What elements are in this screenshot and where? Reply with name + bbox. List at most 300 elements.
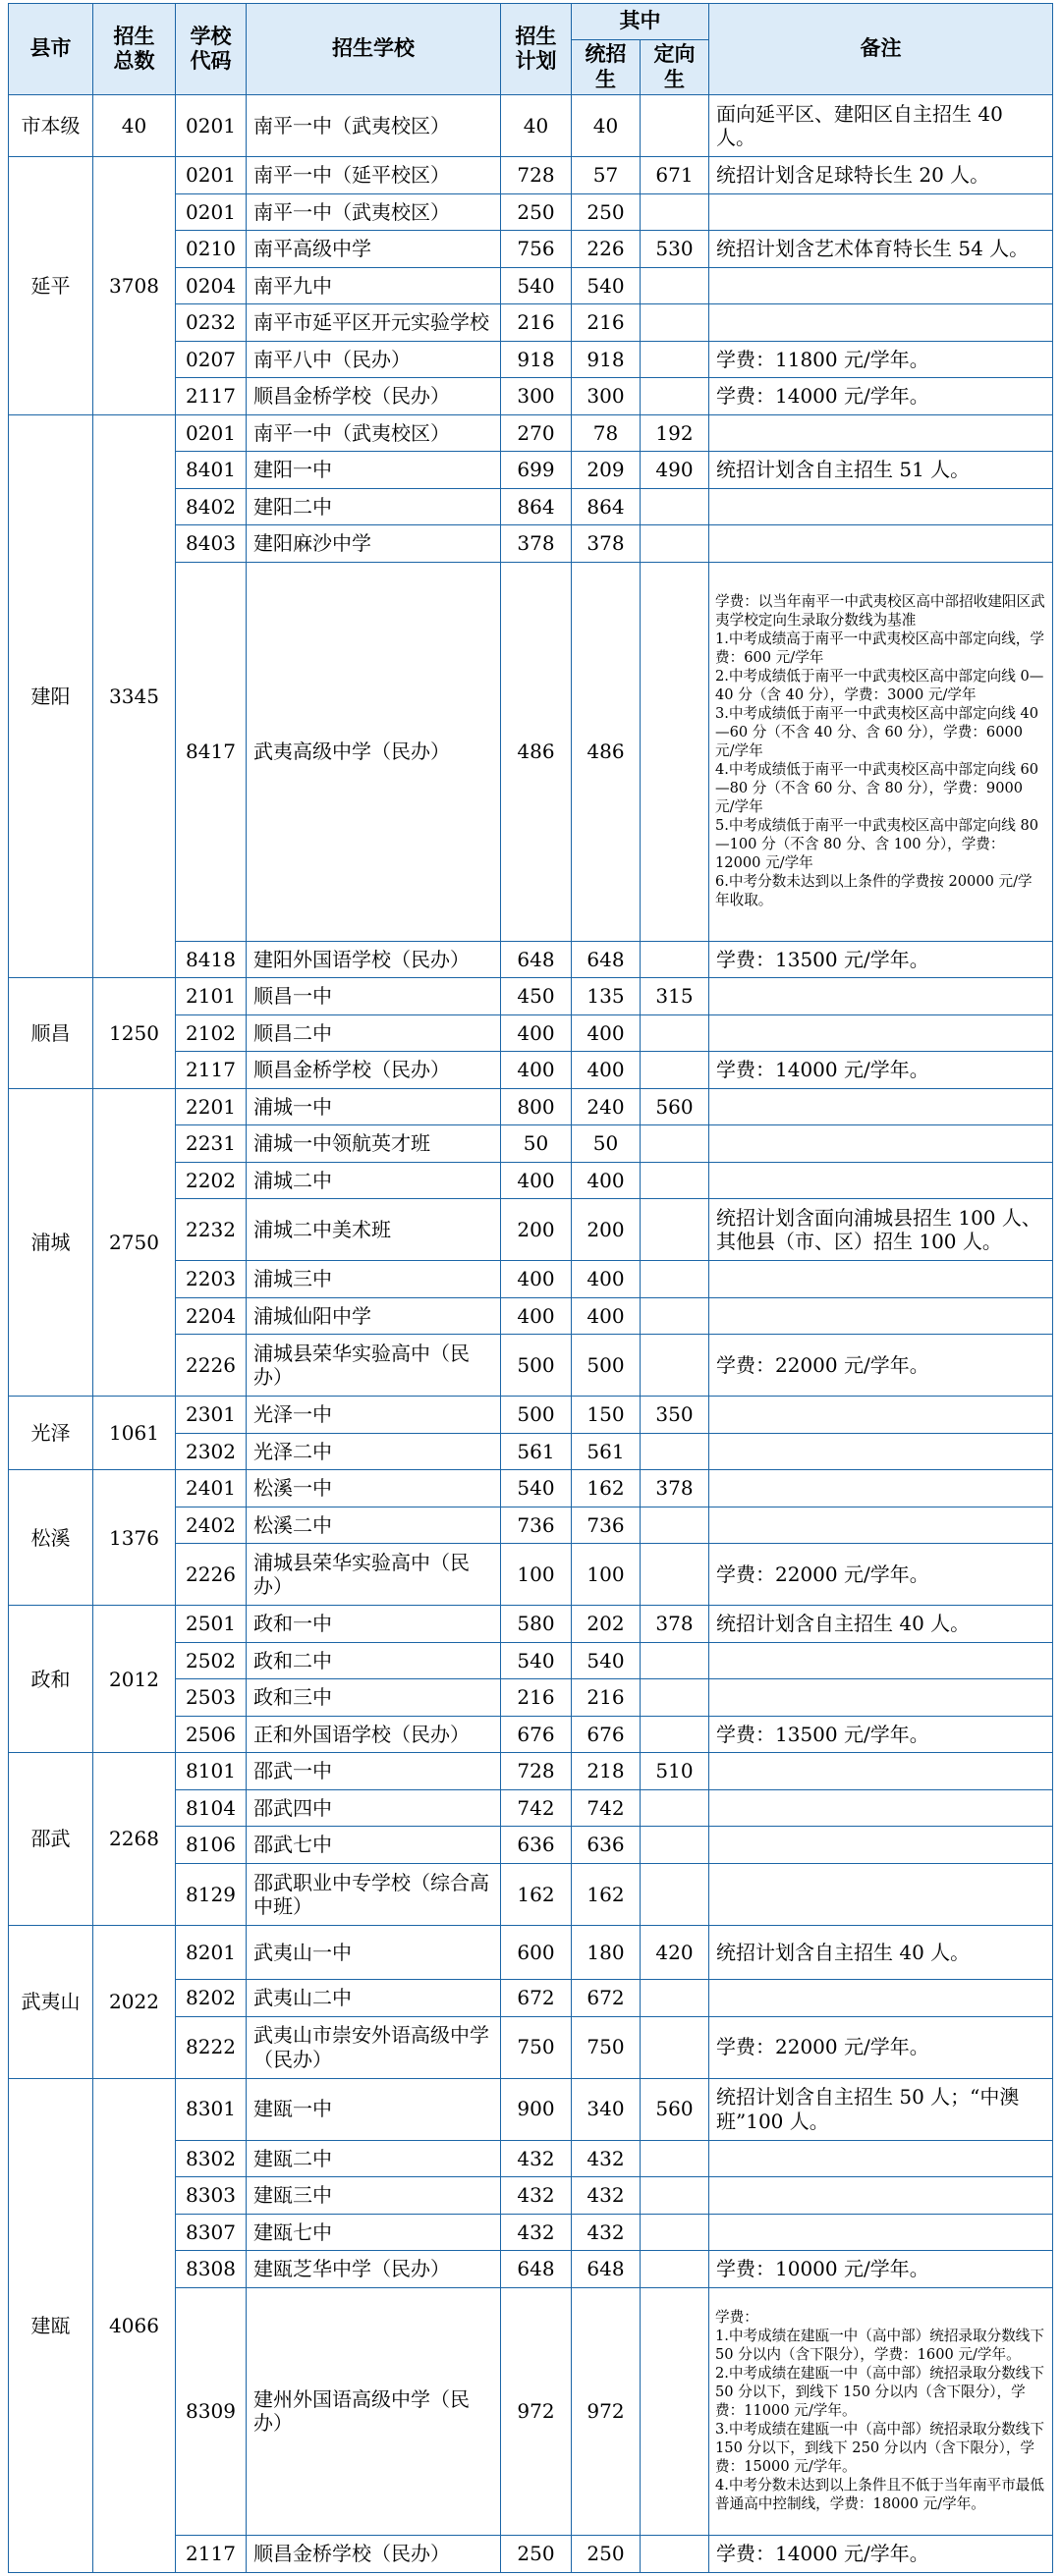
remark-cell: 学费：以当年南平一中武夷校区高中部招收建阳区武夷学校定向生录取分数线为基准 1.中考成绩高于南平一中武夷校区高中部定向线，学费：600 元/学年 2.中考成绩低于南平一中武夷校区高中部定向线 0—40 分（含 40 分），学费：3000 元/学年 3.中考成绩低于南平一中武夷校区高中部定向线 40—60 分（不含 40 分、含 60 分），学费：6000 元/学年 4.中考成绩低于南平一中武夷校区高中部定向线 60—80 分（不含 60 分、含 80 分），学费：9000 元/学年 5.中考成绩低于南平一中武夷校区高中部定向线 80—100 分（不含 80 分、含 100 分），学费：12000 元/学年 6.中考分数未达到以上条件的学费按 20000 元/学年收取。 — [709, 562, 1053, 941]
plan-cell: 40 — [501, 95, 572, 157]
unified-cell: 300 — [572, 378, 641, 415]
school-code-cell: 8104 — [176, 1789, 247, 1827]
school-name-cell: 南平一中（武夷校区） — [247, 414, 501, 452]
plan-cell: 800 — [501, 1088, 572, 1125]
remark-cell — [709, 1753, 1053, 1790]
directed-cell — [641, 2177, 709, 2215]
plan-cell: 432 — [501, 2140, 572, 2177]
school-code-cell: 2506 — [176, 1716, 247, 1753]
plan-cell: 500 — [501, 1397, 572, 1434]
school-code-cell: 8222 — [176, 2016, 247, 2078]
remark-cell — [709, 304, 1053, 342]
table-row — [9, 157, 1053, 194]
unified-cell: 180 — [572, 1925, 641, 1979]
school-name-cell: 邵武四中 — [247, 1789, 501, 1827]
school-name-cell: 顺昌一中 — [247, 978, 501, 1015]
plan-cell: 648 — [501, 2251, 572, 2288]
unified-cell: 50 — [572, 1125, 641, 1163]
remark-cell: 学费：22000 元/学年。 — [709, 1544, 1053, 1606]
school-name-cell: 建州外国语高级中学（民办） — [247, 2287, 501, 2536]
school-name-cell: 建瓯芝华中学（民办） — [247, 2251, 501, 2288]
directed-cell — [641, 2016, 709, 2078]
school-code-cell: 0201 — [176, 193, 247, 231]
remark-cell — [709, 1397, 1053, 1434]
plan-cell: 736 — [501, 1507, 572, 1544]
directed-cell — [641, 378, 709, 415]
plan-cell: 972 — [501, 2287, 572, 2536]
unified-cell: 400 — [572, 1162, 641, 1199]
remark-cell: 统招计划含自主招生 50 人；“中澳班”100 人。 — [709, 2078, 1053, 2140]
unified-cell: 736 — [572, 1507, 641, 1544]
directed-cell — [641, 1544, 709, 1606]
school-name-cell: 浦城县荣华实验高中（民办） — [247, 1335, 501, 1397]
remark-cell — [709, 1088, 1053, 1125]
header-plan: 招生 计划 — [501, 4, 572, 95]
school-code-cell: 2201 — [176, 1088, 247, 1125]
school-name-cell: 南平一中（武夷校区） — [247, 193, 501, 231]
unified-cell: 135 — [572, 978, 641, 1015]
header-remark: 备注 — [709, 4, 1053, 95]
county-cell: 建瓯 — [9, 2078, 93, 2572]
plan-cell: 486 — [501, 562, 572, 941]
county-cell: 市本级 — [9, 95, 93, 157]
school-code-cell: 0210 — [176, 231, 247, 268]
school-name-cell: 浦城一中 — [247, 1088, 501, 1125]
unified-cell: 500 — [572, 1335, 641, 1397]
total-cell: 1061 — [93, 1397, 176, 1470]
directed-cell — [641, 562, 709, 941]
table-row — [9, 414, 1053, 452]
remark-cell — [709, 978, 1053, 1015]
school-name-cell: 建瓯二中 — [247, 2140, 501, 2177]
school-code-cell: 2117 — [176, 1052, 247, 1089]
directed-cell — [641, 95, 709, 157]
unified-cell: 216 — [572, 304, 641, 342]
unified-cell: 40 — [572, 95, 641, 157]
table-row — [9, 95, 1053, 157]
plan-cell: 500 — [501, 1335, 572, 1397]
unified-cell: 864 — [572, 488, 641, 525]
school-code-cell: 8301 — [176, 2078, 247, 2140]
directed-cell — [641, 267, 709, 304]
school-name-cell: 浦城二中美术班 — [247, 1199, 501, 1261]
directed-cell: 378 — [641, 1606, 709, 1643]
school-name-cell: 顺昌金桥学校（民办） — [247, 2536, 501, 2573]
table-row — [9, 978, 1053, 1015]
directed-cell: 192 — [641, 414, 709, 452]
directed-cell: 671 — [641, 157, 709, 194]
plan-cell: 561 — [501, 1433, 572, 1470]
school-code-cell: 2226 — [176, 1335, 247, 1397]
school-code-cell: 8101 — [176, 1753, 247, 1790]
table-row — [9, 1753, 1053, 1790]
plan-cell: 400 — [501, 1052, 572, 1089]
table-row — [9, 1925, 1053, 1979]
remark-cell — [709, 1014, 1053, 1052]
total-cell: 1376 — [93, 1470, 176, 1606]
table-body — [9, 95, 1053, 2573]
header-county: 县市 — [9, 4, 93, 95]
remark-cell — [709, 1433, 1053, 1470]
unified-cell: 750 — [572, 2016, 641, 2078]
remark-cell — [709, 1679, 1053, 1717]
remark-cell: 学费： 1.中考成绩在建瓯一中（高中部）统招录取分数线下 50 分以内（含下限分），学费：1600 元/学年。 2.中考成绩在建瓯一中（高中部）统招录取分数线下 50 分以下，到线下 150 分以内（含下限分），学费：11000 元/学年。 3.中考成绩在建瓯一中（高中部）统招录取分数线下 150 分以下，到线下 250 分以内（含下限分），学费：15000 元/学年。 4.中考分数未达到以上条件且不低于当年南平市最低普通高中控制线，学费：18000 元/学年。 — [709, 2287, 1053, 2536]
school-code-cell: 8201 — [176, 1925, 247, 1979]
school-name-cell: 武夷山二中 — [247, 1980, 501, 2017]
total-cell: 4066 — [93, 2078, 176, 2572]
plan-cell: 250 — [501, 193, 572, 231]
unified-cell: 100 — [572, 1544, 641, 1606]
directed-cell — [641, 341, 709, 378]
directed-cell — [641, 2251, 709, 2288]
plan-cell: 300 — [501, 378, 572, 415]
unified-cell: 162 — [572, 1470, 641, 1507]
school-code-cell: 8401 — [176, 452, 247, 489]
remark-cell: 统招计划含自主招生 40 人。 — [709, 1606, 1053, 1643]
plan-cell: 400 — [501, 1014, 572, 1052]
remark-cell — [709, 1827, 1053, 1864]
directed-cell — [641, 1297, 709, 1335]
unified-cell: 742 — [572, 1789, 641, 1827]
school-name-cell: 浦城二中 — [247, 1162, 501, 1199]
school-code-cell: 2401 — [176, 1470, 247, 1507]
school-code-cell: 8202 — [176, 1980, 247, 2017]
directed-cell — [641, 1199, 709, 1261]
remark-cell — [709, 1125, 1053, 1163]
plan-cell: 728 — [501, 157, 572, 194]
unified-cell: 202 — [572, 1606, 641, 1643]
remark-cell: 学费：13500 元/学年。 — [709, 1716, 1053, 1753]
remark-cell — [709, 1863, 1053, 1925]
directed-cell — [641, 304, 709, 342]
school-code-cell: 2102 — [176, 1014, 247, 1052]
remark-cell: 学费：14000 元/学年。 — [709, 1052, 1053, 1089]
school-name-cell: 南平市延平区开元实验学校 — [247, 304, 501, 342]
school-code-cell: 2202 — [176, 1162, 247, 1199]
total-cell: 2012 — [93, 1606, 176, 1753]
plan-cell: 540 — [501, 267, 572, 304]
school-code-cell: 8303 — [176, 2177, 247, 2215]
school-name-cell: 邵武七中 — [247, 1827, 501, 1864]
unified-cell: 561 — [572, 1433, 641, 1470]
remark-cell — [709, 1789, 1053, 1827]
school-code-cell: 0201 — [176, 95, 247, 157]
remark-cell: 学费：10000 元/学年。 — [709, 2251, 1053, 2288]
plan-cell: 648 — [501, 941, 572, 978]
directed-cell — [641, 1679, 709, 1717]
school-name-cell: 建阳麻沙中学 — [247, 525, 501, 563]
remark-cell — [709, 267, 1053, 304]
plan-cell: 676 — [501, 1716, 572, 1753]
plan-cell: 200 — [501, 1199, 572, 1261]
school-name-cell: 建阳一中 — [247, 452, 501, 489]
school-code-cell: 0232 — [176, 304, 247, 342]
school-name-cell: 南平高级中学 — [247, 231, 501, 268]
plan-cell: 450 — [501, 978, 572, 1015]
remark-cell: 统招计划含艺术体育特长生 54 人。 — [709, 231, 1053, 268]
header-total: 招生 总数 — [93, 4, 176, 95]
plan-cell: 900 — [501, 2078, 572, 2140]
directed-cell — [641, 1433, 709, 1470]
directed-cell — [641, 2287, 709, 2536]
unified-cell: 918 — [572, 341, 641, 378]
directed-cell — [641, 2140, 709, 2177]
school-code-cell: 0201 — [176, 414, 247, 452]
remark-cell — [709, 414, 1053, 452]
plan-cell: 432 — [501, 2214, 572, 2251]
county-cell: 浦城 — [9, 1088, 93, 1397]
remark-cell — [709, 193, 1053, 231]
unified-cell: 250 — [572, 193, 641, 231]
plan-cell: 50 — [501, 1125, 572, 1163]
unified-cell: 200 — [572, 1199, 641, 1261]
school-name-cell: 光泽二中 — [247, 1433, 501, 1470]
directed-cell: 560 — [641, 1088, 709, 1125]
unified-cell: 340 — [572, 2078, 641, 2140]
unified-cell: 162 — [572, 1863, 641, 1925]
remark-cell: 统招计划含面向浦城县招生 100 人、其他县（市、区）招生 100 人。 — [709, 1199, 1053, 1261]
school-code-cell: 8403 — [176, 525, 247, 563]
directed-cell: 510 — [641, 1753, 709, 1790]
school-code-cell: 2502 — [176, 1642, 247, 1679]
table-row — [9, 2078, 1053, 2140]
school-name-cell: 浦城一中领航英才班 — [247, 1125, 501, 1163]
directed-cell — [641, 1125, 709, 1163]
plan-cell: 918 — [501, 341, 572, 378]
plan-cell: 216 — [501, 304, 572, 342]
unified-cell: 648 — [572, 941, 641, 978]
school-name-cell: 政和一中 — [247, 1606, 501, 1643]
total-cell: 2750 — [93, 1088, 176, 1397]
school-name-cell: 政和三中 — [247, 1679, 501, 1717]
total-cell: 1250 — [93, 978, 176, 1089]
school-name-cell: 建瓯一中 — [247, 2078, 501, 2140]
directed-cell: 490 — [641, 452, 709, 489]
plan-cell: 636 — [501, 1827, 572, 1864]
directed-cell — [641, 1052, 709, 1089]
unified-cell: 216 — [572, 1679, 641, 1717]
directed-cell: 378 — [641, 1470, 709, 1507]
county-cell: 光泽 — [9, 1397, 93, 1470]
directed-cell: 350 — [641, 1397, 709, 1434]
plan-cell: 378 — [501, 525, 572, 563]
remark-cell: 学费：14000 元/学年。 — [709, 378, 1053, 415]
header-directed: 定向 生 — [641, 40, 709, 95]
school-code-cell: 8417 — [176, 562, 247, 941]
plan-cell: 400 — [501, 1297, 572, 1335]
plan-cell: 580 — [501, 1606, 572, 1643]
plan-cell: 540 — [501, 1642, 572, 1679]
unified-cell: 226 — [572, 231, 641, 268]
total-cell: 3345 — [93, 414, 176, 978]
county-cell: 延平 — [9, 157, 93, 415]
header-code: 学校 代码 — [176, 4, 247, 95]
directed-cell — [641, 941, 709, 978]
directed-cell — [641, 488, 709, 525]
plan-cell: 756 — [501, 231, 572, 268]
directed-cell — [641, 1014, 709, 1052]
table-row — [9, 1470, 1053, 1507]
unified-cell: 432 — [572, 2140, 641, 2177]
school-name-cell: 建瓯七中 — [247, 2214, 501, 2251]
remark-cell: 统招计划含足球特长生 20 人。 — [709, 157, 1053, 194]
school-code-cell: 2117 — [176, 2536, 247, 2573]
school-name-cell: 光泽一中 — [247, 1397, 501, 1434]
remark-cell — [709, 488, 1053, 525]
county-cell: 武夷山 — [9, 1925, 93, 2078]
total-cell: 2268 — [93, 1753, 176, 1926]
directed-cell — [641, 1827, 709, 1864]
school-name-cell: 浦城仙阳中学 — [247, 1297, 501, 1335]
remark-cell: 学费：22000 元/学年。 — [709, 1335, 1053, 1397]
school-code-cell: 2402 — [176, 1507, 247, 1544]
enrollment-plan-table — [8, 3, 1053, 2573]
unified-cell: 78 — [572, 414, 641, 452]
plan-cell: 742 — [501, 1789, 572, 1827]
directed-cell: 420 — [641, 1925, 709, 1979]
plan-cell: 400 — [501, 1261, 572, 1298]
directed-cell — [641, 2536, 709, 2573]
unified-cell: 432 — [572, 2177, 641, 2215]
header-unified: 统招 生 — [572, 40, 641, 95]
remark-cell — [709, 1507, 1053, 1544]
county-cell: 政和 — [9, 1606, 93, 1753]
unified-cell: 486 — [572, 562, 641, 941]
school-code-cell: 0201 — [176, 157, 247, 194]
directed-cell — [641, 2214, 709, 2251]
school-name-cell: 武夷山一中 — [247, 1925, 501, 1979]
directed-cell — [641, 1507, 709, 1544]
directed-cell — [641, 193, 709, 231]
plan-cell: 250 — [501, 2536, 572, 2573]
total-cell: 3708 — [93, 157, 176, 415]
unified-cell: 672 — [572, 1980, 641, 2017]
unified-cell: 57 — [572, 157, 641, 194]
school-name-cell: 南平一中（延平校区） — [247, 157, 501, 194]
unified-cell: 676 — [572, 1716, 641, 1753]
directed-cell — [641, 1980, 709, 2017]
plan-cell: 270 — [501, 414, 572, 452]
school-code-cell: 8307 — [176, 2214, 247, 2251]
school-name-cell: 建阳二中 — [247, 488, 501, 525]
school-name-cell: 邵武职业中专学校（综合高中班） — [247, 1863, 501, 1925]
school-code-cell: 0207 — [176, 341, 247, 378]
remark-cell: 学费：22000 元/学年。 — [709, 2016, 1053, 2078]
remark-cell — [709, 1470, 1053, 1507]
unified-cell: 150 — [572, 1397, 641, 1434]
school-name-cell: 顺昌金桥学校（民办） — [247, 378, 501, 415]
school-code-cell: 2203 — [176, 1261, 247, 1298]
unified-cell: 400 — [572, 1297, 641, 1335]
remark-cell — [709, 1162, 1053, 1199]
directed-cell — [641, 525, 709, 563]
remark-cell: 面向延平区、建阳区自主招生 40 人。 — [709, 95, 1053, 157]
unified-cell: 209 — [572, 452, 641, 489]
school-name-cell: 浦城三中 — [247, 1261, 501, 1298]
plan-cell: 162 — [501, 1863, 572, 1925]
remark-cell — [709, 1297, 1053, 1335]
school-code-cell: 8302 — [176, 2140, 247, 2177]
directed-cell — [641, 1789, 709, 1827]
school-code-cell: 8106 — [176, 1827, 247, 1864]
plan-cell: 728 — [501, 1753, 572, 1790]
school-code-cell: 2226 — [176, 1544, 247, 1606]
unified-cell: 648 — [572, 2251, 641, 2288]
remark-cell — [709, 1980, 1053, 2017]
total-cell: 2022 — [93, 1925, 176, 2078]
school-code-cell: 8129 — [176, 1863, 247, 1925]
remark-cell — [709, 1642, 1053, 1679]
unified-cell: 540 — [572, 267, 641, 304]
unified-cell: 378 — [572, 525, 641, 563]
unified-cell: 636 — [572, 1827, 641, 1864]
school-name-cell: 南平一中（武夷校区） — [247, 95, 501, 157]
remark-cell — [709, 2214, 1053, 2251]
table-row — [9, 1088, 1053, 1125]
plan-cell: 750 — [501, 2016, 572, 2078]
plan-cell: 432 — [501, 2177, 572, 2215]
plan-cell: 699 — [501, 452, 572, 489]
directed-cell — [641, 1261, 709, 1298]
county-cell: 建阳 — [9, 414, 93, 978]
table-row — [9, 1397, 1053, 1434]
remark-cell: 统招计划含自主招生 40 人。 — [709, 1925, 1053, 1979]
directed-cell: 315 — [641, 978, 709, 1015]
school-code-cell: 2232 — [176, 1199, 247, 1261]
unified-cell: 432 — [572, 2214, 641, 2251]
school-name-cell: 浦城县荣华实验高中（民办） — [247, 1544, 501, 1606]
unified-cell: 218 — [572, 1753, 641, 1790]
remark-cell — [709, 525, 1053, 563]
remark-cell: 学费：14000 元/学年。 — [709, 2536, 1053, 2573]
remark-cell — [709, 1261, 1053, 1298]
county-cell: 顺昌 — [9, 978, 93, 1089]
school-code-cell: 8402 — [176, 488, 247, 525]
unified-cell: 540 — [572, 1642, 641, 1679]
school-code-cell: 2302 — [176, 1433, 247, 1470]
school-code-cell: 8308 — [176, 2251, 247, 2288]
school-code-cell: 2301 — [176, 1397, 247, 1434]
school-name-cell: 邵武一中 — [247, 1753, 501, 1790]
school-name-cell: 武夷高级中学（民办） — [247, 562, 501, 941]
county-cell: 邵武 — [9, 1753, 93, 1926]
plan-cell: 672 — [501, 1980, 572, 2017]
directed-cell — [641, 1863, 709, 1925]
directed-cell: 530 — [641, 231, 709, 268]
directed-cell — [641, 1716, 709, 1753]
directed-cell — [641, 1642, 709, 1679]
school-code-cell: 2503 — [176, 1679, 247, 1717]
unified-cell: 400 — [572, 1014, 641, 1052]
unified-cell: 400 — [572, 1261, 641, 1298]
remark-cell: 学费：13500 元/学年。 — [709, 941, 1053, 978]
school-name-cell: 顺昌金桥学校（民办） — [247, 1052, 501, 1089]
plan-cell: 100 — [501, 1544, 572, 1606]
school-code-cell: 8309 — [176, 2287, 247, 2536]
school-code-cell: 2101 — [176, 978, 247, 1015]
plan-cell: 216 — [501, 1679, 572, 1717]
school-code-cell: 2501 — [176, 1606, 247, 1643]
school-code-cell: 8418 — [176, 941, 247, 978]
plan-cell: 600 — [501, 1925, 572, 1979]
directed-cell: 560 — [641, 2078, 709, 2140]
directed-cell — [641, 1335, 709, 1397]
school-code-cell: 2204 — [176, 1297, 247, 1335]
unified-cell: 972 — [572, 2287, 641, 2536]
unified-cell: 240 — [572, 1088, 641, 1125]
unified-cell: 250 — [572, 2536, 641, 2573]
table-row — [9, 1606, 1053, 1643]
